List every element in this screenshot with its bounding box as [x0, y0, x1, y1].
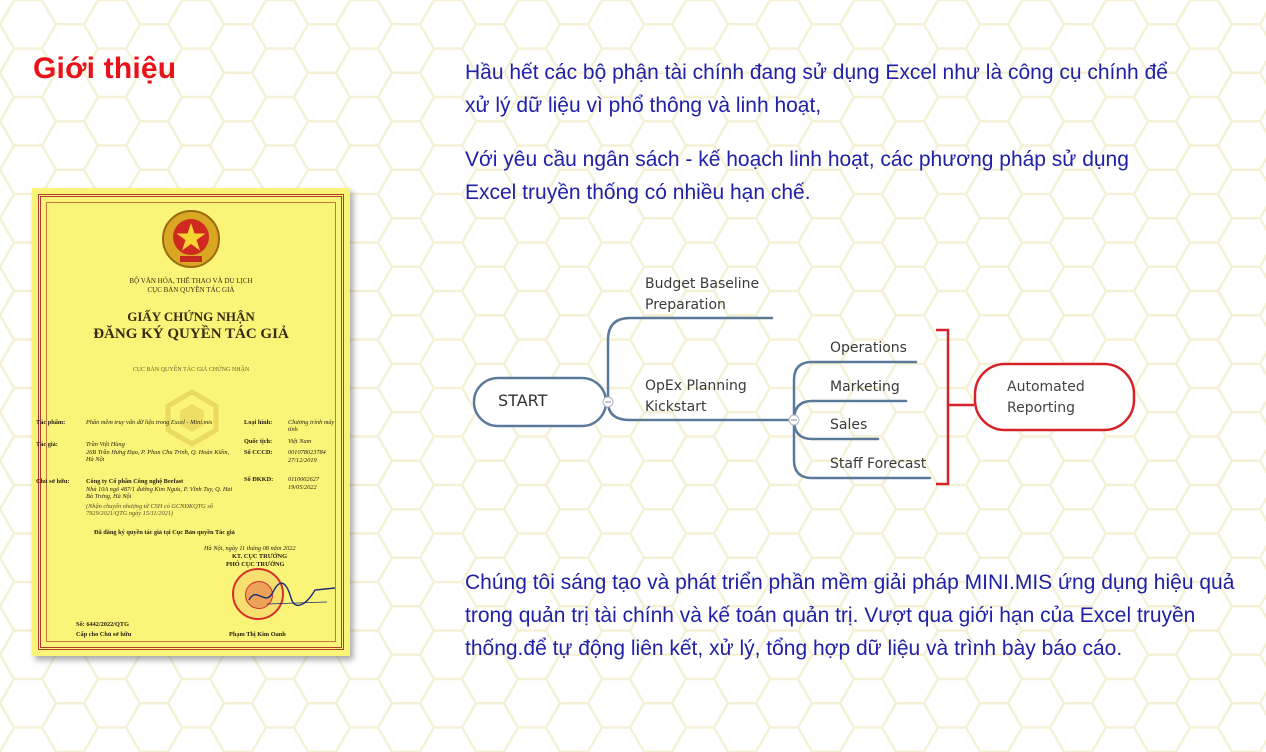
budget-baseline-label: [645, 274, 759, 316]
owner-label: Chủ sở hữu:: [36, 478, 70, 485]
nationality-label: Quốc tịch:: [244, 438, 273, 445]
sign-title2: PHÓ CỤC TRƯỞNG: [226, 561, 285, 568]
registered-text: Đã đăng ký quyền tác giả tại Cục Bản quyền Tác giả: [94, 529, 235, 536]
id-label: Số CCCD:: [244, 449, 273, 456]
author-value: Trần Việt Hùng: [86, 441, 125, 448]
id-date: 27/12/2019: [288, 457, 317, 464]
opex-planning-label: [645, 376, 747, 418]
reg-value: 0110002627: [288, 476, 320, 483]
intro-paragraph-limitations: Với yêu cầu ngân sách - kế hoạch linh hoạt, các phương pháp sử dụng Excel truyền thống có nhiều hạn chế.: [465, 148, 1129, 204]
place-date: Hà Nội, ngày 11 tháng 08 năm 2022: [204, 545, 296, 552]
staff-forecast-label: Staff Forecast: [830, 456, 927, 472]
page-title: Giới thiệu: [33, 52, 177, 85]
nationality-value: Việt Nam: [288, 438, 312, 445]
automated-reporting-label: [1007, 377, 1085, 419]
certificate-number: Số: 6442/2022/QTG: [76, 621, 130, 628]
owner-note: (Nhận chuyển nhượng từ CSH có GCNĐKQTG số 7929/2021/QTG ngày 15/11/2021): [86, 503, 213, 518]
author-label: Tác giả:: [36, 441, 58, 448]
budget-baseline-line1: Budget Baseline: [645, 276, 760, 292]
budget-baseline-line2: Preparation: [645, 297, 726, 313]
reg-label: Số ĐKKD:: [244, 476, 274, 483]
work-label: Tác phẩm:: [36, 419, 66, 426]
certificate-heading2: ĐĂNG KÝ QUYỀN TÁC GIẢ: [93, 326, 289, 342]
signer-name: Phạm Thị Kim Oanh: [229, 631, 286, 638]
type-label: Loại hình:: [244, 419, 273, 426]
sales-label: Sales: [830, 417, 868, 433]
red-bracket: [936, 330, 974, 484]
certificate-subheading: CỤC BẢN QUYỀN TÁC GIẢ CHỨNG NHẬN: [132, 367, 250, 373]
owner-address: Nhà 10A ngõ 487/1 đường Kim Ngưu, P. Vĩnh Tuy, Q. Hai Bà Trưng, Hà Nội: [86, 486, 233, 501]
issued-to: Cấp cho Chủ sở hữu: [76, 631, 132, 638]
author-address: 26B Trần Hưng Đạo, P. Phan Chu Trinh, Q. Hoàn Kiếm, Hà Nội: [86, 449, 230, 464]
work-value: Phần mềm truy vấn dữ liệu trong Excel - Mini.mis: [86, 419, 213, 426]
operations-label: Operations: [830, 340, 907, 356]
id-value: 001078023784: [288, 449, 326, 456]
owner-value: Công ty Cổ phần Công nghệ Beefast: [86, 478, 184, 485]
intro-paragraph-excel-usage: Hầu hết các bộ phận tài chính đang sử dụng Excel như là công cụ chính để xử lý dữ liệu vì phổ thông và linh hoạt,: [465, 61, 1168, 117]
sign-title1: KT. CỤC TRƯỞNG: [232, 553, 287, 560]
ministry-line1: BỘ VĂN HÓA, THỂ THAO VÀ DU LỊCH: [129, 277, 253, 285]
opex-line2: Kickstart: [645, 399, 707, 415]
automated-line1: Automated: [1007, 379, 1085, 395]
reg-date: 19/05/2022: [288, 484, 317, 491]
marketing-label: Marketing: [830, 379, 900, 395]
certificate-heading1: GIẤY CHỨNG NHẬN: [127, 309, 255, 324]
opex-line1: OpEx Planning: [645, 378, 747, 394]
start-node-label: START: [498, 391, 548, 410]
ministry-line2: CỤC BẢN QUYỀN TÁC GIẢ: [147, 286, 235, 294]
type-value: Chương trình máy tính: [288, 419, 335, 434]
intro-paragraph-minimis-solution: Chúng tôi sáng tạo và phát triển phần mềm giải pháp MINI.MIS ứng dụng hiệu quả trong quản trị tài chính và kế toán quản trị. Vượt qua giới hạn của Excel truyền thống.để tự động liên kết, xử lý, tổng hợp dữ liệu và trình bày báo cáo.: [465, 571, 1235, 660]
automated-line2: Reporting: [1007, 400, 1076, 416]
